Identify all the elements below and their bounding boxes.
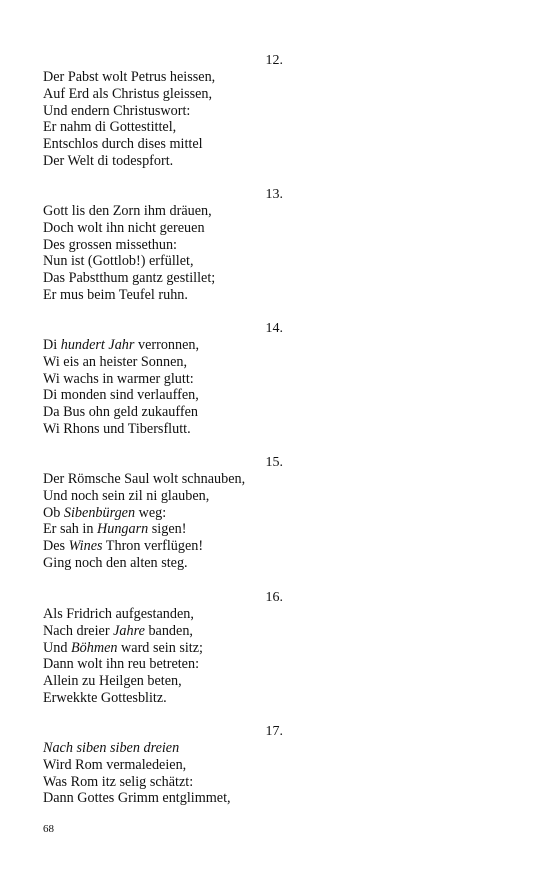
verse-line <box>43 790 283 807</box>
italic-text: Nach siben siben dreien <box>43 740 180 756</box>
verse-text: Thron verflügen! <box>102 538 204 555</box>
verse-line <box>43 640 283 657</box>
verse-text: Er mus beim Teufel ruhn. <box>43 286 188 303</box>
stanza-number: 17. <box>265 724 283 739</box>
verse-line <box>43 220 283 237</box>
italic-text: Böhmen <box>70 639 118 656</box>
verse-line <box>43 253 283 270</box>
verse-text: ward sein sitz; <box>117 639 203 656</box>
verse-text: Und <box>43 639 71 656</box>
verse-text: verronnen, <box>134 337 200 353</box>
verse-line <box>43 86 283 103</box>
verse-line <box>43 103 283 120</box>
italic-text: Wines <box>68 538 103 555</box>
verse-line <box>43 555 283 572</box>
stanza-number: 15. <box>265 455 283 470</box>
verse-text: Allein zu Heilgen beten, <box>43 673 182 690</box>
verse-line <box>43 387 283 404</box>
verse-text: Ob <box>43 504 64 521</box>
verse-text: Entschlos durch dises mittel <box>43 136 203 153</box>
verse-line <box>43 740 283 757</box>
page-number: 68 <box>43 823 54 835</box>
verse-text: Dann Gottes Grimm entglimmet, <box>43 790 231 807</box>
verse-text: Das Pabstthum gantz gestillet; <box>43 270 216 287</box>
verse-line <box>43 119 283 136</box>
verse-text: Da Bus ohn geld zukauffen <box>43 404 198 421</box>
verse-line <box>43 354 283 371</box>
verse-text: Der Welt di todespfort. <box>43 152 174 169</box>
verse-line <box>43 623 283 640</box>
verse-text: Di monden sind verlauffen, <box>43 387 199 404</box>
stanza-number: 16. <box>265 590 283 605</box>
italic-text: hundert Jahr <box>60 337 135 353</box>
verse-text: Wi wachs in warmer glutt: <box>43 370 194 387</box>
verse-text: Auf Erd als Christus gleissen, <box>43 85 213 102</box>
verse-line <box>43 673 283 690</box>
italic-text: Sibenbürgen <box>63 504 136 521</box>
verse-line <box>43 656 283 673</box>
verse-text: Er nahm di Gottestittel, <box>43 119 177 136</box>
verse-text: Als Fridrich aufgestanden, <box>43 606 194 622</box>
verse-text: Nun ist (Gottlob!) erfüllet, <box>43 253 194 270</box>
verse-line <box>43 404 283 421</box>
stanza-14 <box>43 320 283 438</box>
verse-line <box>43 371 283 388</box>
italic-text: Hungarn <box>96 521 149 538</box>
stanza-number: 12. <box>265 53 283 68</box>
stanza-15 <box>43 454 283 572</box>
verse-line <box>43 488 283 505</box>
verse-text: Erwekkte Gottesblitz. <box>43 689 167 706</box>
verse-text: Des <box>43 538 69 555</box>
stanza-number: 13. <box>265 187 283 202</box>
verse-text: Ging noch den alten steg. <box>43 554 188 571</box>
verse-text: sigen! <box>148 521 187 538</box>
verse-text: Was Rom itz selig schätzt: <box>43 773 194 790</box>
italic-text: Jahre <box>113 622 145 639</box>
verse-line <box>43 521 283 538</box>
verse-text: Wird Rom vermaledeien, <box>43 756 187 773</box>
verse-line <box>43 270 283 287</box>
verse-text: Des grossen missethun: <box>43 236 177 253</box>
verse-text: Wi Rhons und Tibersflutt. <box>43 420 191 437</box>
stanza-number: 14. <box>265 321 283 336</box>
verse-text: Wi eis an heister Sonnen, <box>43 353 188 370</box>
verse-line <box>43 203 283 220</box>
verse-line <box>43 136 283 153</box>
verse-line <box>43 774 283 791</box>
stanza-12 <box>43 52 283 170</box>
verse-text: weg: <box>135 504 167 521</box>
verse-text: Nach dreier <box>43 622 114 639</box>
verse-text: banden, <box>144 622 193 639</box>
verse-line <box>43 337 283 354</box>
verse-text: Er sah in <box>43 521 97 538</box>
verse-text: Gott lis den Zorn ihm dräuen, <box>43 203 212 219</box>
verse-text: Dann wolt ihn reu betreten: <box>43 656 200 673</box>
verse-line <box>43 606 283 623</box>
verse-text: Und noch sein zil ni glauben, <box>43 487 210 504</box>
verse-line <box>43 505 283 522</box>
verse-text: Der Römsche Saul wolt schnauben, <box>43 471 246 487</box>
stanza-17 <box>43 723 283 807</box>
verse-line <box>43 421 283 438</box>
verse-line <box>43 287 283 304</box>
verse-line <box>43 757 283 774</box>
stanza-16 <box>43 589 283 707</box>
verse-line <box>43 237 283 254</box>
verse-line <box>43 538 283 555</box>
verse-text: Der Pabst wolt Petrus heissen, <box>43 69 216 85</box>
verse-text: Und endern Christuswort: <box>43 102 191 119</box>
stanza-13 <box>43 186 283 304</box>
verse-line <box>43 690 283 707</box>
verse-line <box>43 471 283 488</box>
verse-text: Doch wolt ihn nicht gereuen <box>43 219 205 236</box>
verse-text: Di <box>43 337 61 353</box>
verse-line <box>43 153 283 170</box>
verse-line <box>43 69 283 86</box>
